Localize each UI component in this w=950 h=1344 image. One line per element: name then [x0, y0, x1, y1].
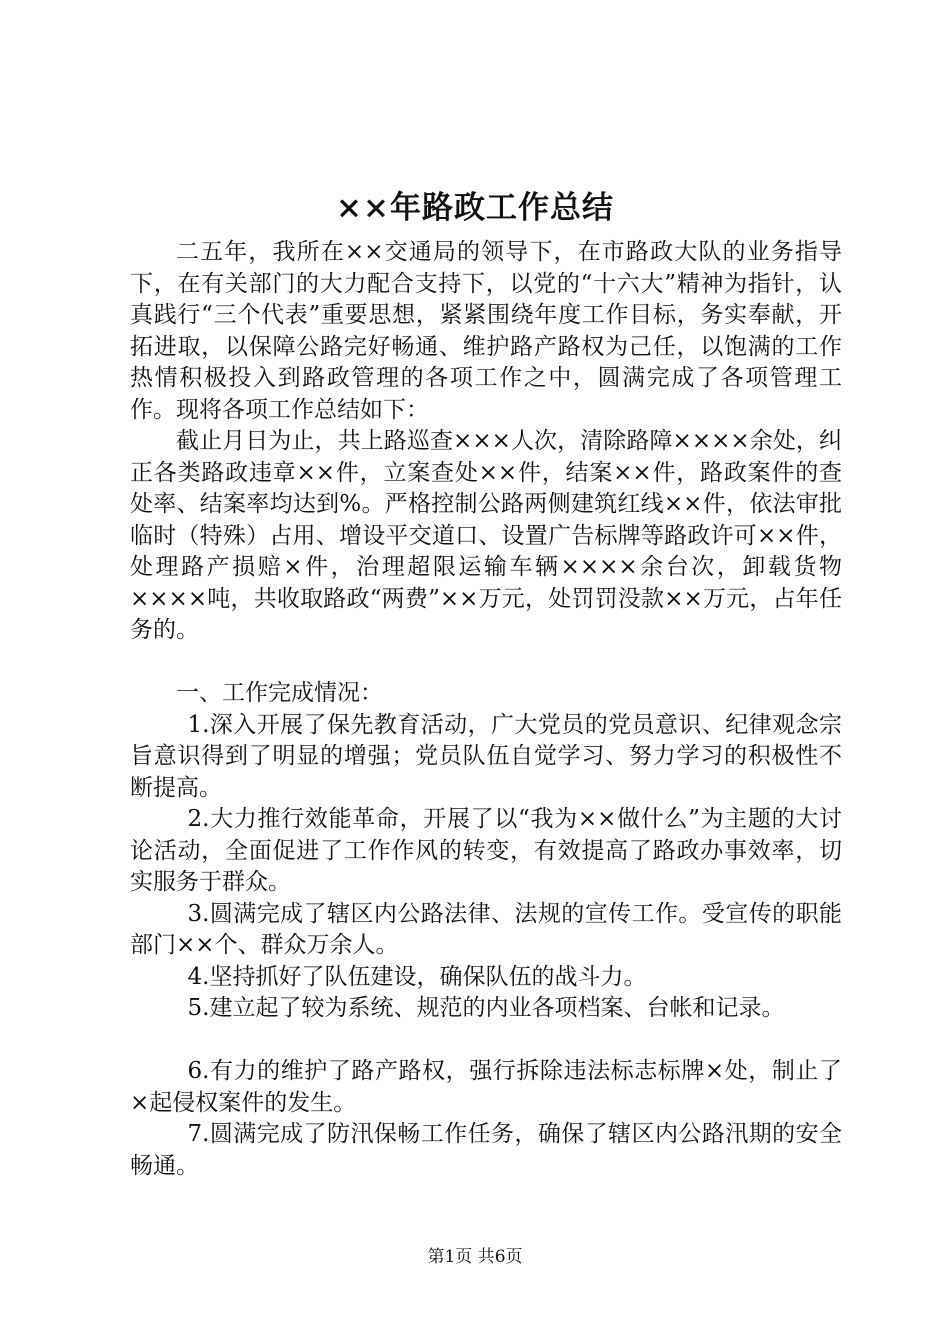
intro-paragraph: 二五年，我所在××交通局的领导下，在市路政大队的业务指导下，在有关部门的大力配合支持下，以党的“十六大”精神为指针，认真践行“三个代表”重要思想，紧紧围绕年度工作目标，务实奉献，开拓进取，以保障公路完好畅通、维护路产路权为己任，以饱满的工作热情积极投入到路政管理的各项工作之中，圆满完成了各项管理工作。现将各项工作总结如下：	[130, 239, 842, 423]
list-item: 7.圆满完成了防汛保畅工作任务，确保了辖区内公路汛期的安全畅通。	[130, 1121, 842, 1179]
list-item: 6.有力的维护了路产路权，强行拆除违法标志标牌×处，制止了×起侵权案件的发生。	[130, 1058, 842, 1116]
list-item: 4.坚持抓好了队伍建设，确保队伍的战斗力。	[187, 963, 647, 990]
list-item: 5.建立起了较为系统、规范的内业各项档案、台帐和记录。	[187, 995, 785, 1021]
list-item: 3.圆满完成了辖区内公路法律、法规的宣传工作。受宣传的职能部门××个、群众万余人。	[130, 900, 842, 958]
stats-paragraph: 截止月日为止，共上路巡查×××人次，清除路障××××余处，纠正各类路政违章××件，立案查处××件，结案××件，路政案件的查处率、结案率均达到%。严格控制公路两侧建筑红线××件，依法审批临时（特殊）占用、增设平交道口、设置广告标牌等路政许可××件，处理路产损赔×件，治理超限运输车辆××××余台次，卸载货物××××吨，共收取路政“两费”××万元，处罚罚没款××万元，占年任务的。	[130, 428, 842, 643]
list-item: 1.深入开展了保先教育活动，广大党员的党员意识、纪律观念宗旨意识得到了明显的增强；党员队伍自觉学习、努力学习的积极性不断提高。	[130, 711, 842, 801]
document-body	[130, 237, 842, 1182]
document-title: ××年路政工作总结	[336, 190, 614, 226]
list-item: 2.大力推行效能革命，开展了以“我为××做什么”为主题的大讨论活动，全面促进了工作作风的转变，有效提高了路政办事效率，切实服务于群众。	[130, 806, 842, 895]
page-footer: 第1页 共6页	[427, 1247, 523, 1267]
section-heading: 一、工作完成情况：	[176, 680, 383, 706]
